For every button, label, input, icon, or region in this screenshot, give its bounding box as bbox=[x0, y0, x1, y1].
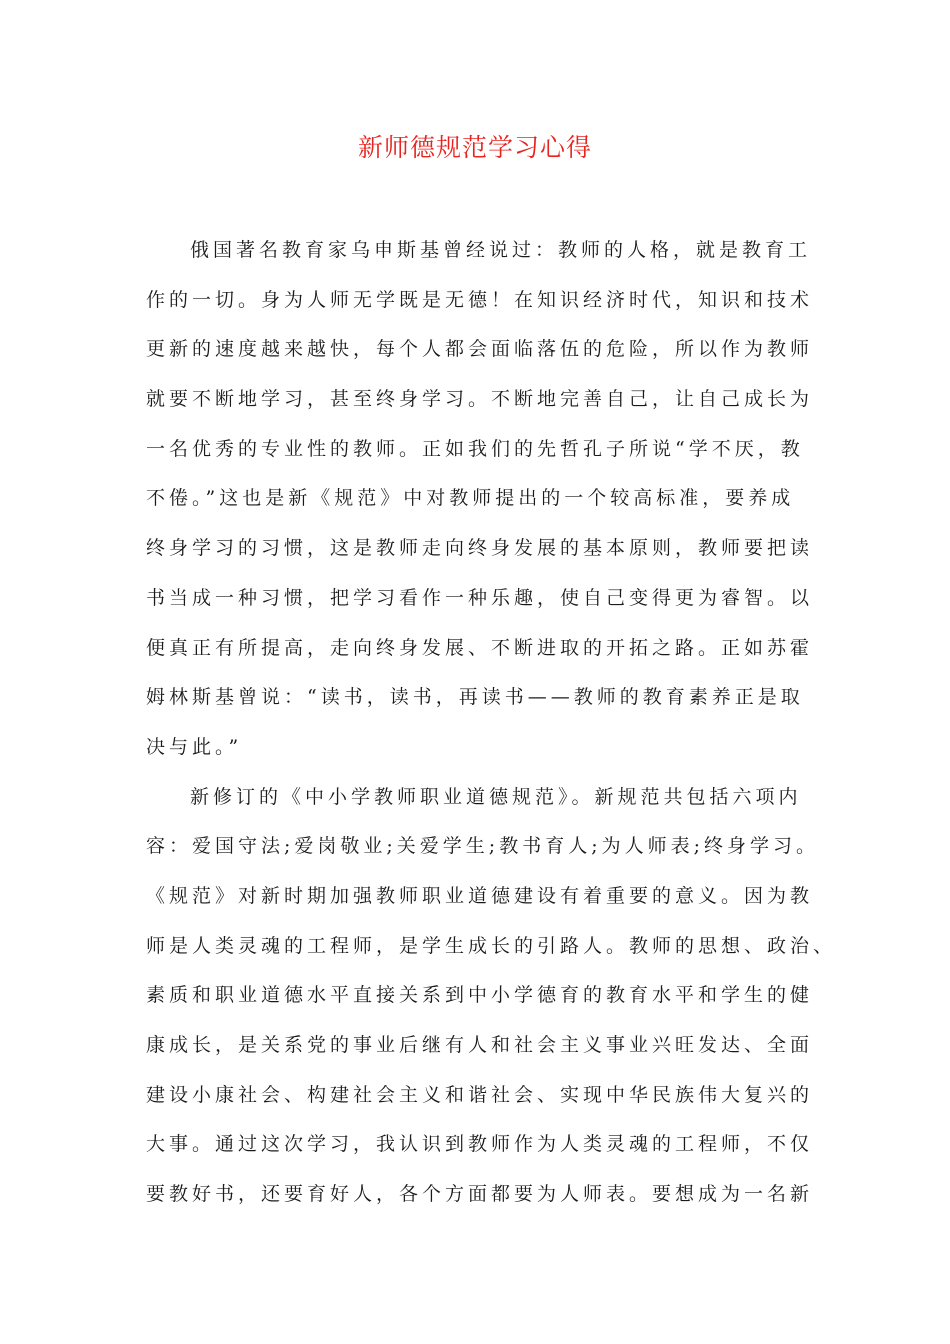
paragraph-line: 姆林斯基曾说：“读书，读书，再读书——教师的教育素养正是取 bbox=[146, 686, 804, 709]
paragraph-line: 书当成一种习惯，把学习看作一种乐趣，使自己变得更为睿智。以 bbox=[146, 586, 814, 609]
paragraph-line: 终身学习的习惯，这是教师走向终身发展的基本原则，教师要把读 bbox=[146, 537, 814, 560]
paragraph-line: 要教好书，还要育好人，各个方面都要为人师表。要想成为一名新 bbox=[146, 1183, 814, 1206]
paragraph-line: 作的一切。身为人师无学既是无德！在知识经济时代，知识和技术 bbox=[146, 288, 814, 311]
paragraph-line: 容：爱国守法;爱岗敬业;关爱学生;教书育人;为人师表;终身学习。 bbox=[146, 835, 820, 858]
paragraph-line: 便真正有所提高，走向终身发展、不断进取的开拓之路。正如苏霍 bbox=[146, 636, 814, 659]
paragraph-line: 不倦。”这也是新《规范》中对教师提出的一个较高标准，要养成 bbox=[146, 487, 795, 510]
paragraph-line: 康成长，是关系党的事业后继有人和社会主义事业兴旺发达、全面 bbox=[146, 1034, 814, 1056]
document-body bbox=[146, 232, 837, 1226]
paragraph-line: 大事。通过这次学习，我认识到教师作为人类灵魂的工程师，不仅 bbox=[146, 1133, 814, 1156]
paragraph-line: 新修订的《中小学教师职业道德规范》。新规范共包括六项内 bbox=[190, 785, 802, 808]
paragraph-line: 《规范》对新时期加强教师职业道德建设有着重要的意义。因为教 bbox=[146, 884, 814, 907]
paragraph-line: 决与此。” bbox=[146, 735, 243, 758]
paragraph-line: 一名优秀的专业性的教师。正如我们的先哲孔子所说“学不厌，教 bbox=[146, 437, 804, 460]
paragraph-line: 更新的速度越来越快，每个人都会面临落伍的危险，所以作为教师 bbox=[146, 338, 814, 361]
paragraph-line: 素质和职业道德水平直接关系到中小学德育的教育水平和学生的健 bbox=[146, 984, 814, 1007]
paragraph-line: 俄国著名教育家乌申斯基曾经说过：教师的人格，就是教育工 bbox=[190, 239, 812, 261]
document-title: 新师德规范学习心得 bbox=[357, 133, 592, 162]
paragraph-line: 建设小康社会、构建社会主义和谐社会、实现中华民族伟大复兴的 bbox=[146, 1083, 814, 1106]
paragraph-line: 师是人类灵魂的工程师，是学生成长的引路人。教师的思想、政治、 bbox=[146, 934, 837, 957]
paragraph-line: 就要不断地学习，甚至终身学习。不断地完善自己，让自己成长为 bbox=[146, 388, 814, 411]
